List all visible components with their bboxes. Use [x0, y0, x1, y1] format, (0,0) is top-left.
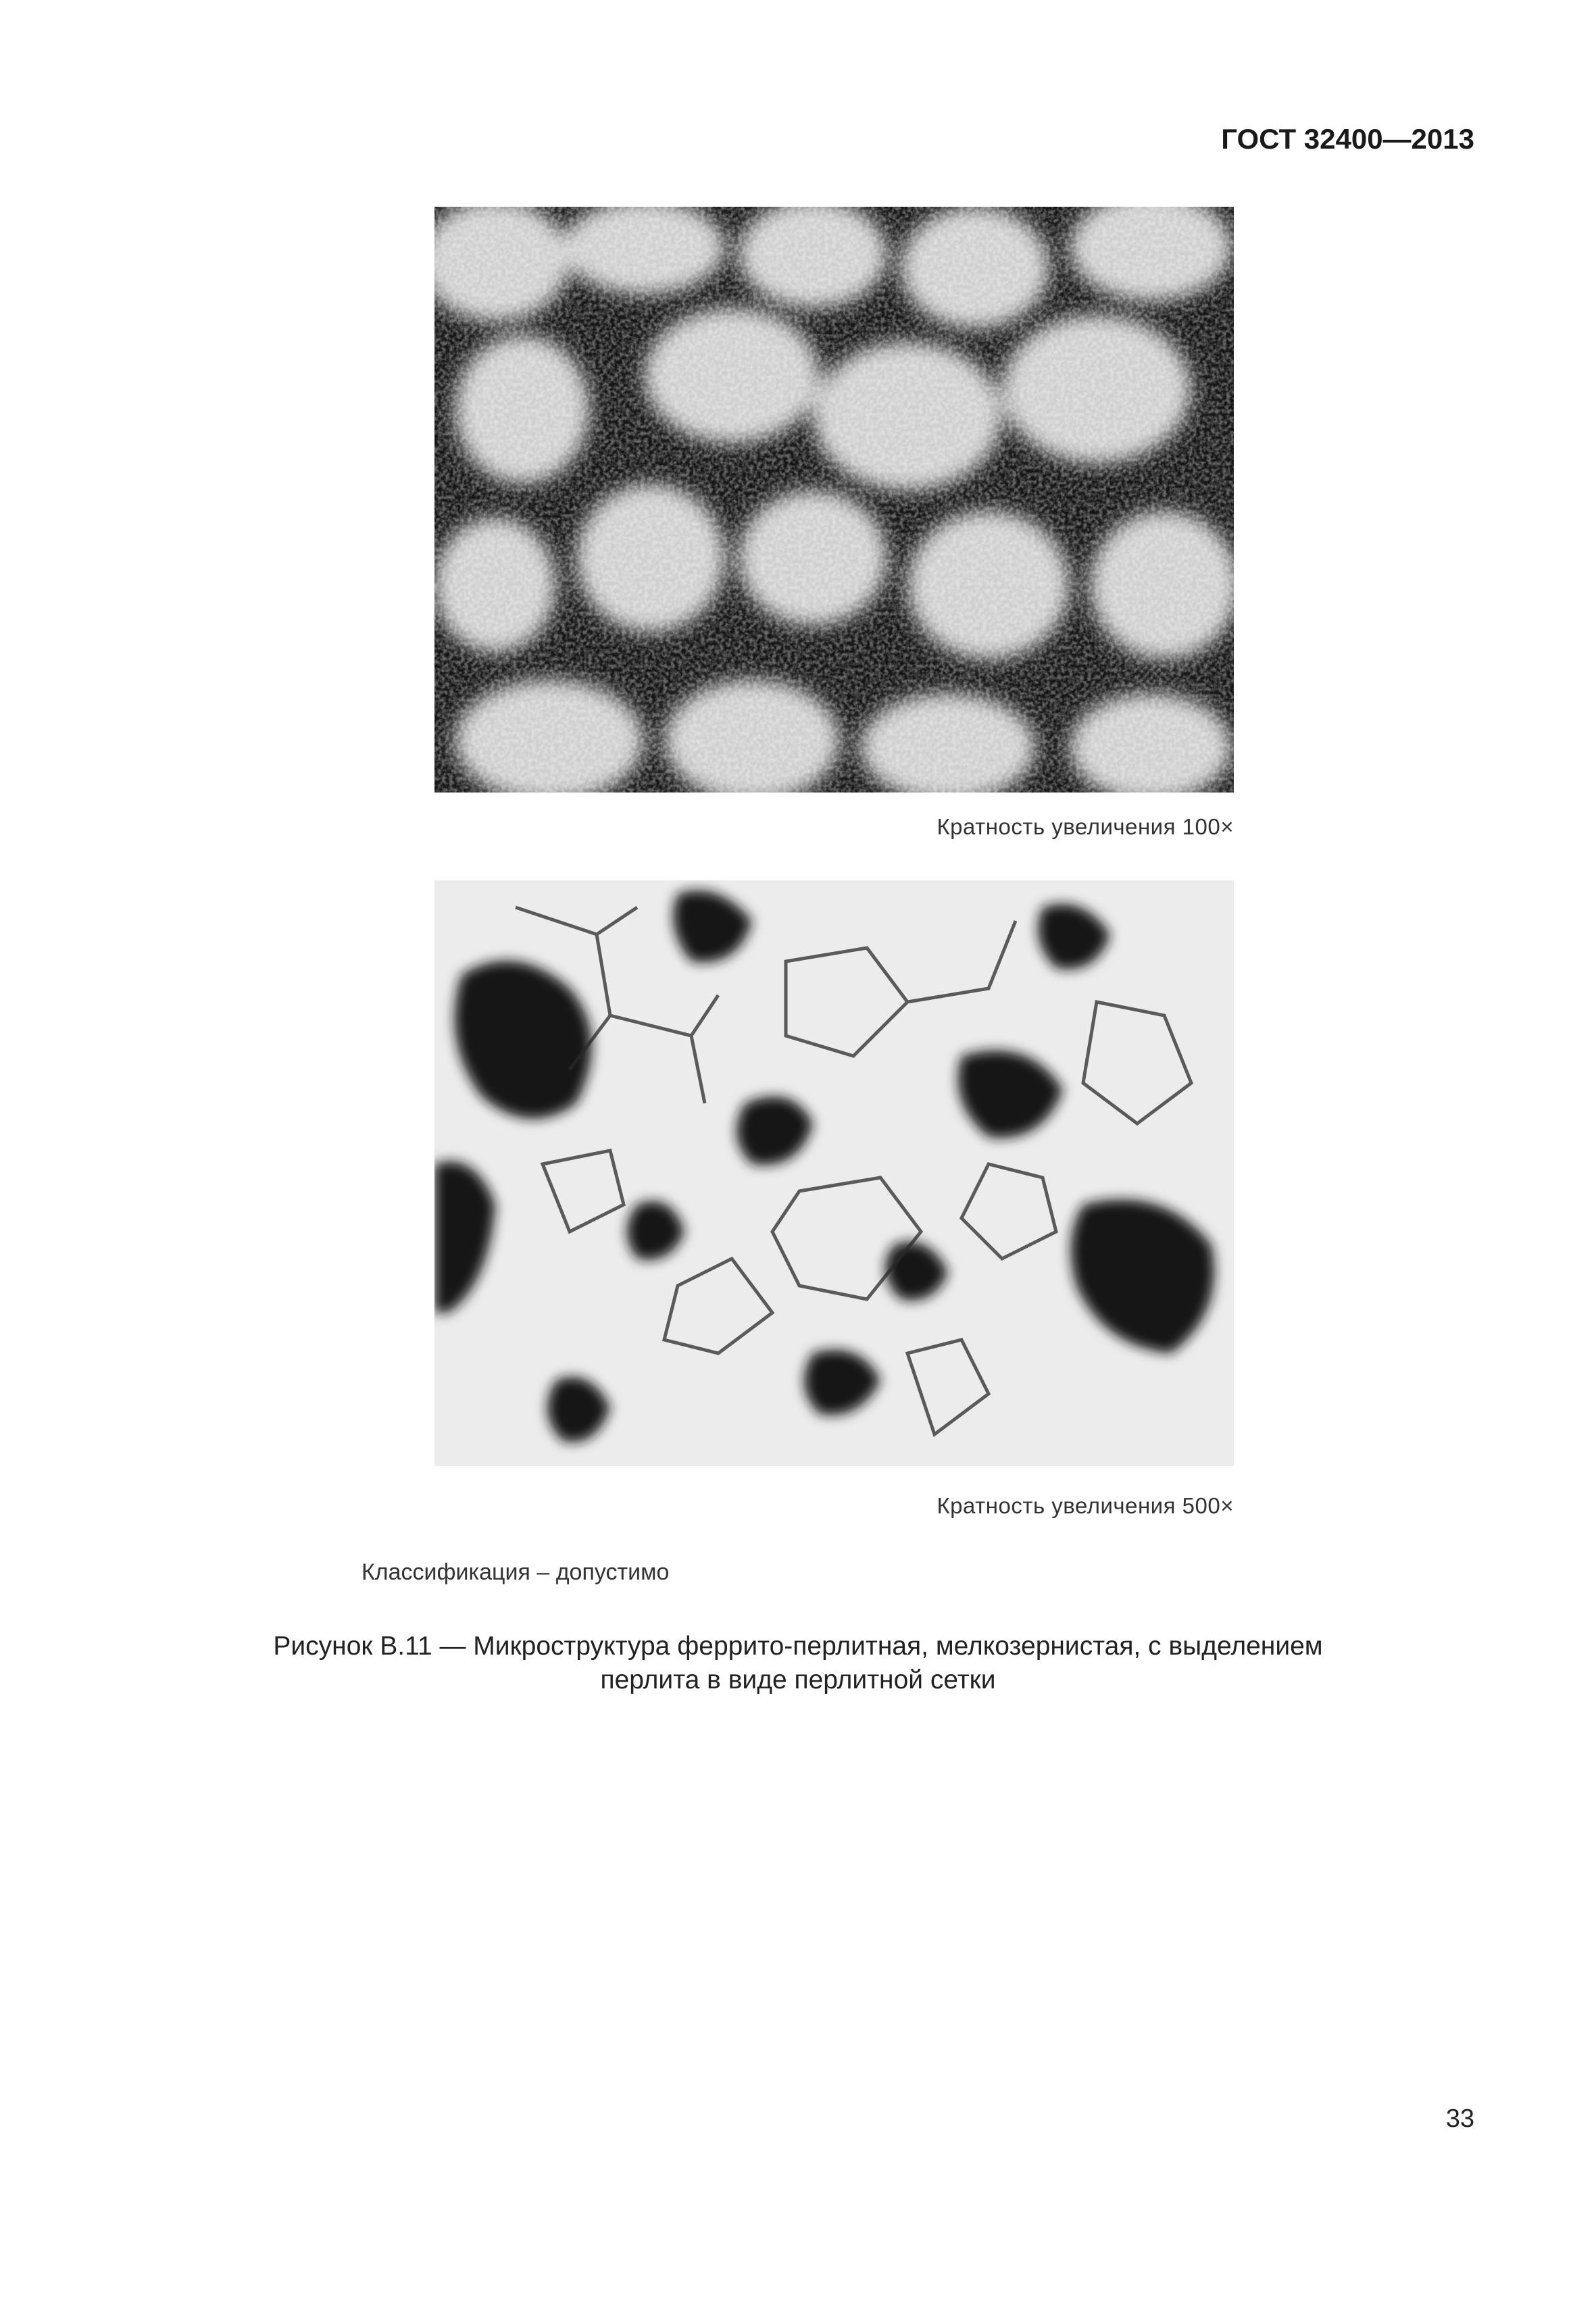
- micrograph-500x: [434, 880, 1234, 1466]
- magnification-label-100x: Кратность увеличения 100×: [937, 814, 1234, 839]
- figure-caption-line-2: перлита в виде перлитной сетки: [600, 1665, 996, 1694]
- classification-text: Классификация – допустимо: [361, 1559, 670, 1585]
- magnification-label-500x: Кратность увеличения 500×: [937, 1493, 1234, 1518]
- micrograph-100x: [434, 207, 1234, 793]
- figure-caption-line-1: Рисунок В.11 — Микроструктура феррито-перлитная, мелкозернистая, с выделением: [273, 1632, 1323, 1661]
- document-id: ГОСТ 32400—2013: [1221, 123, 1474, 155]
- page-number: 33: [1445, 2105, 1474, 2133]
- figure-caption: [203, 1630, 1393, 1697]
